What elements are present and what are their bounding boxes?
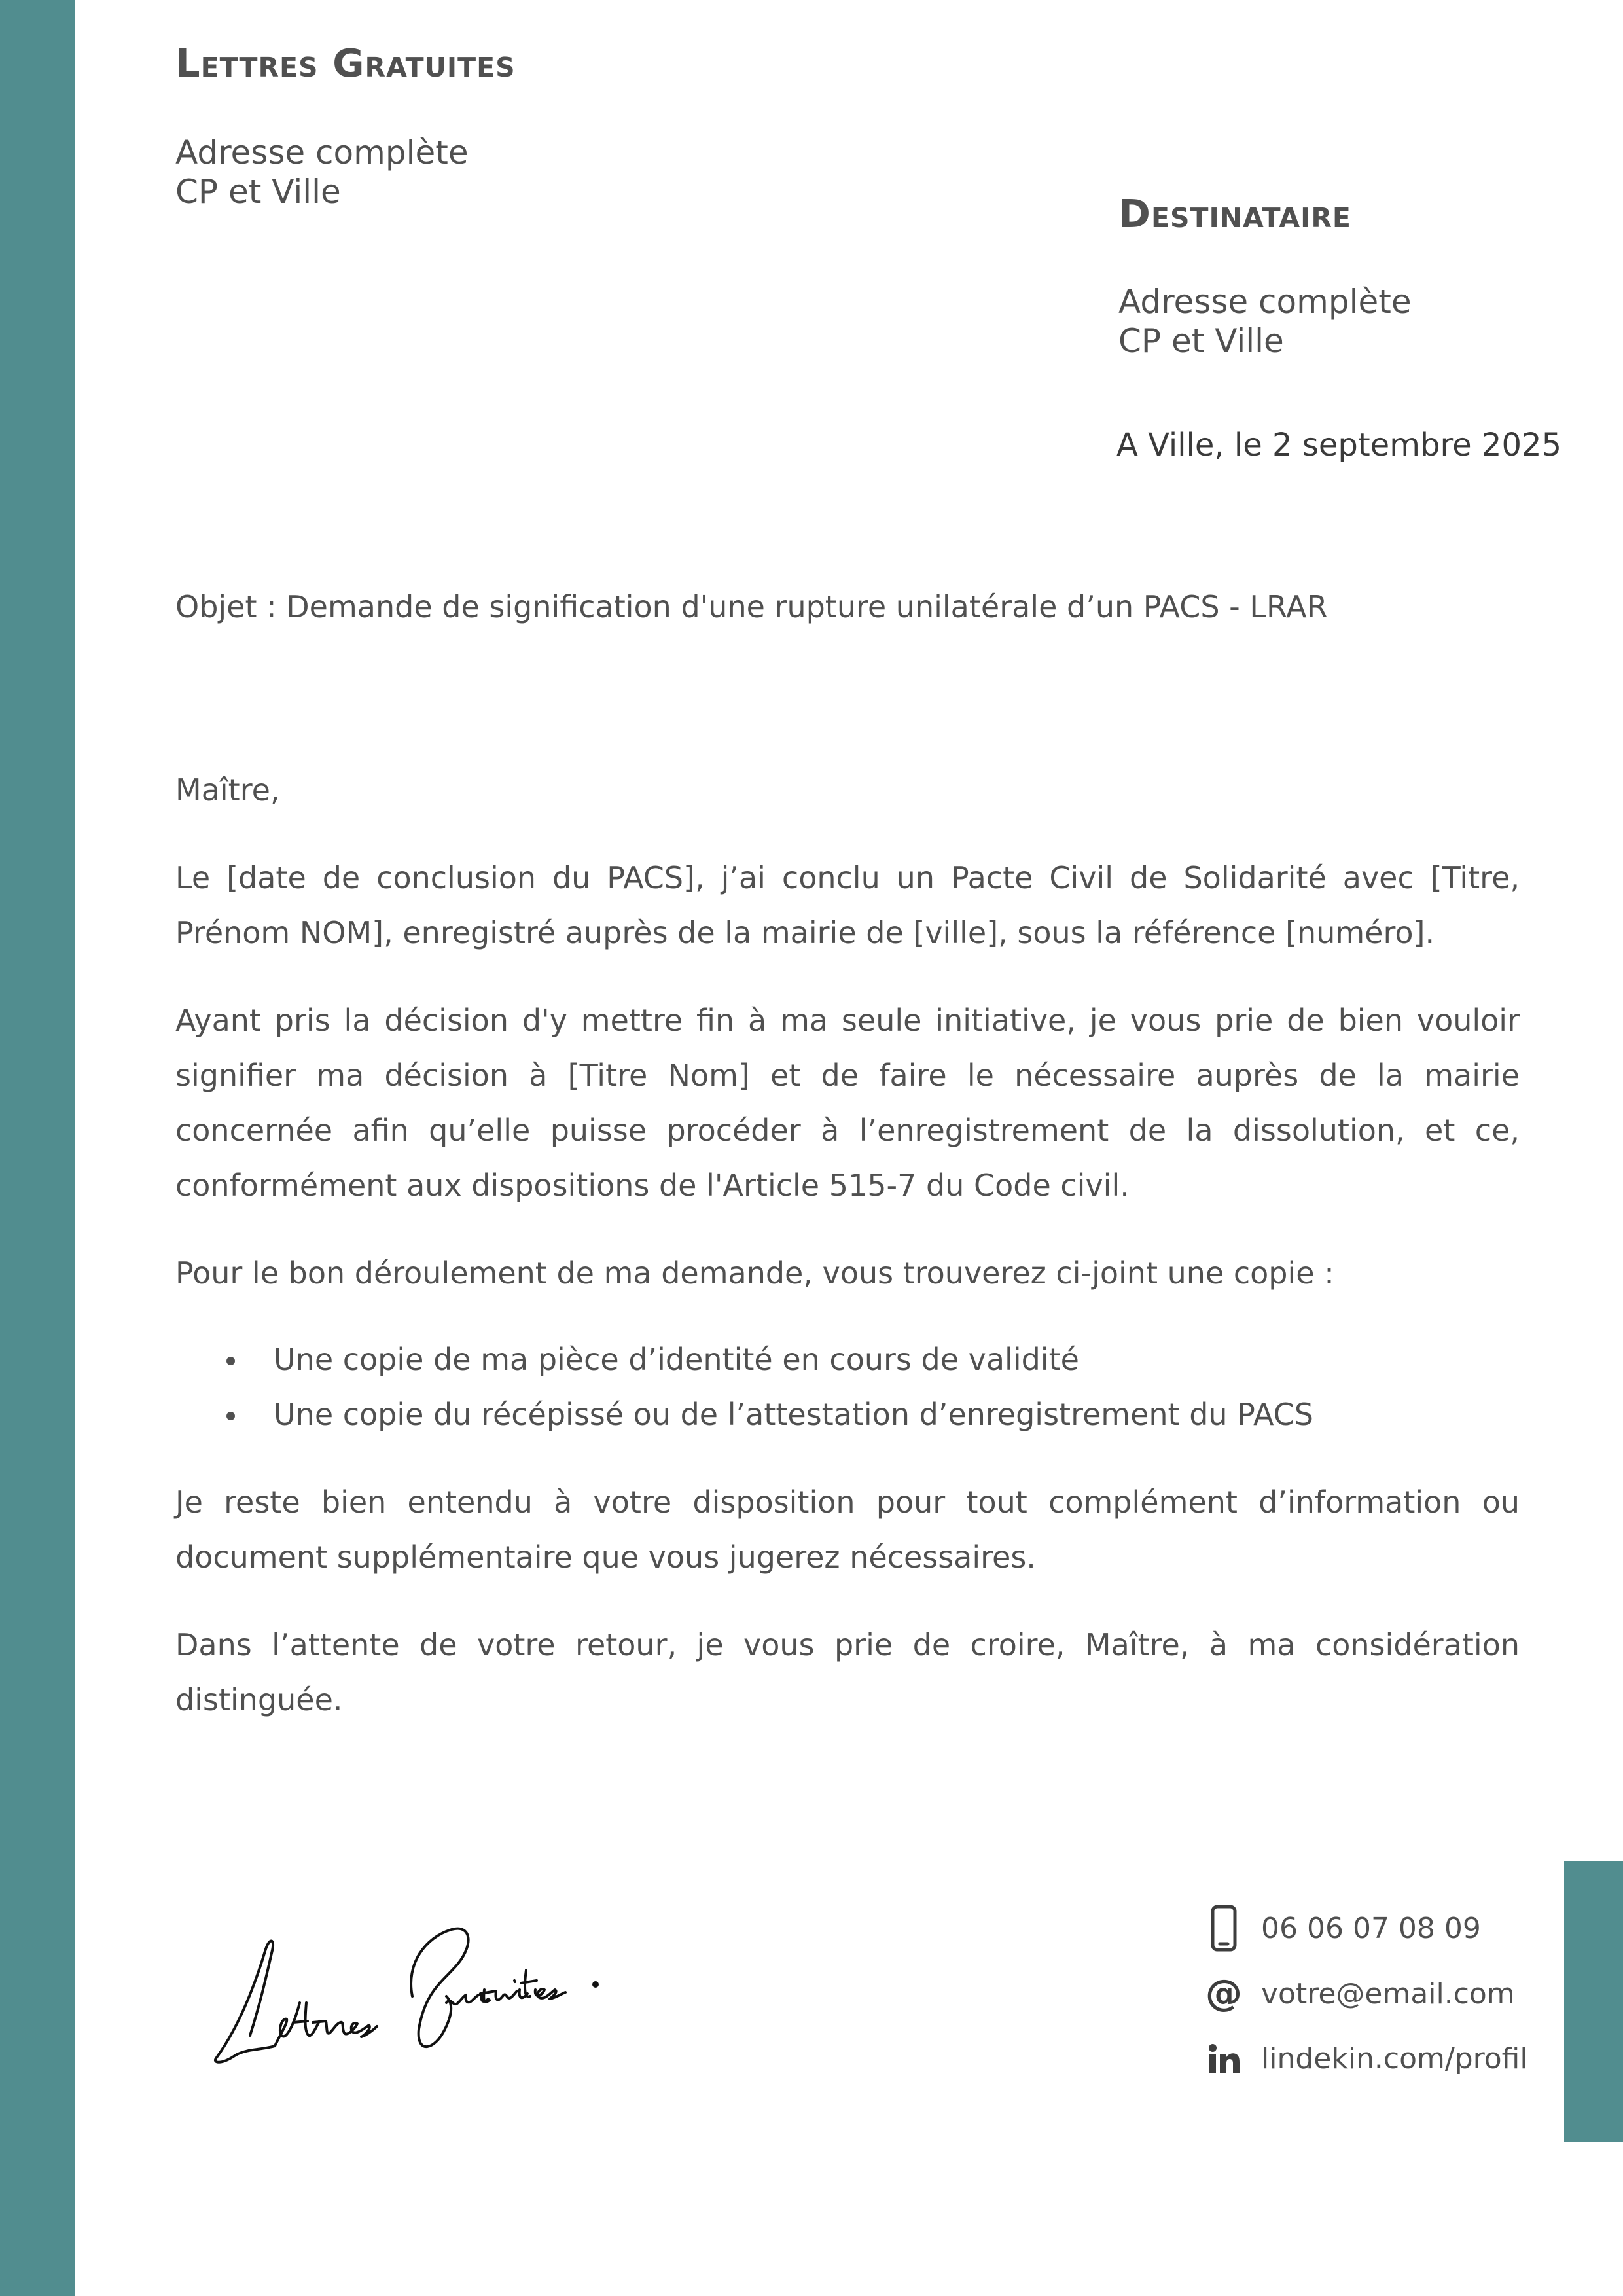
recipient-address-line1: Adresse complète	[1118, 283, 1412, 321]
linkedin-url: lindekin.com/profil	[1261, 2042, 1528, 2075]
contact-phone	[1201, 1905, 1481, 1952]
list-item: Une copie du récépissé ou de l’attestation d’enregistrement du PACS	[274, 1387, 1520, 1442]
at-sign-icon: @	[1205, 1972, 1242, 2015]
sender-name: Lettres Gratuites	[175, 41, 516, 86]
phone-number: 06 06 07 08 09	[1261, 1911, 1481, 1945]
contact-email	[1201, 1972, 1515, 2015]
attachments-list	[175, 1332, 1520, 1442]
recipient-address-line2: CP et Ville	[1118, 322, 1284, 360]
sender-address-line1: Adresse complète	[175, 134, 469, 171]
closing-paragraph: Dans l’attente de votre retour, je vous prie de croire, Maître, à ma considération distinguée.	[175, 1627, 1520, 1717]
subject-line: Objet : Demande de signification d'une rupture unilatérale d’un PACS - LRAR	[175, 589, 1328, 624]
contact-linkedin	[1201, 2042, 1528, 2075]
body-paragraph-1: Le [date de conclusion du PACS], j’ai conclu un Pacte Civil de Solidarité avec [Titre, Prénom NOM], enregistré auprès de la mairie de [ville], sous la référence [numéro].	[175, 860, 1520, 950]
recipient-address	[1118, 282, 1412, 361]
body-paragraph-2: Ayant pris la décision d'y mettre fin à ma seule initiative, je vous prie de bien vouloir signifier ma décision à [Titre Nom] et de faire le nécessaire auprès de la mairie concernée afin qu’elle puisse procéder à l’enregistrement de la dissolution, et ce, conformément aux dispositions de l'Article 515-7 du Code civil.	[175, 1003, 1520, 1203]
letter-body	[175, 762, 1520, 1760]
salutation: Maître,	[175, 772, 280, 808]
list-item: Une copie de ma pièce d’identité en cours de validité	[274, 1332, 1520, 1387]
linkedin-icon	[1201, 2043, 1247, 2075]
body-paragraph-3: Pour le bon déroulement de ma demande, vous trouverez ci-joint une copie :	[175, 1255, 1334, 1291]
date-line: A Ville, le 2 septembre 2025	[1116, 427, 1562, 463]
body-paragraph-4: Je reste bien entendu à votre disposition pour tout complément d’information ou document supplémentaire que vous jugerez nécessaires.	[175, 1484, 1520, 1575]
recipient-name: Destinataire	[1118, 191, 1351, 236]
handwritten-signature	[209, 1898, 628, 2081]
email-address: votre@email.com	[1261, 1977, 1515, 2011]
smartphone-icon	[1201, 1905, 1247, 1952]
left-accent-band	[0, 0, 75, 2296]
right-accent-tab	[1564, 1861, 1623, 2142]
sender-address	[175, 133, 469, 211]
sender-address-line2: CP et Ville	[175, 173, 341, 211]
